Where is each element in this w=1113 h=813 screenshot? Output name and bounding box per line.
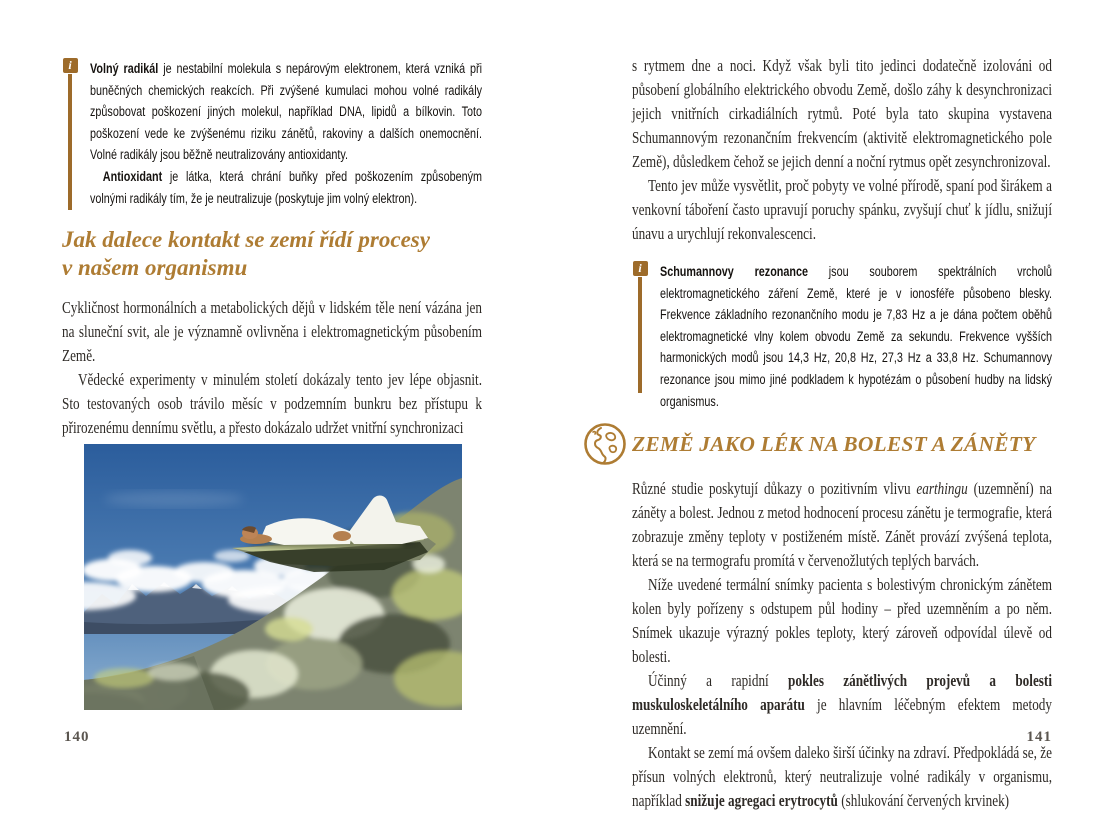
infobox-rail bbox=[632, 261, 648, 393]
infobox-text bbox=[660, 261, 1052, 409]
info-icon: i bbox=[63, 58, 78, 73]
body-text-right-top bbox=[632, 54, 1052, 246]
term-schumann-resonance: Schumannovy rezonance bbox=[660, 264, 809, 279]
paragraph: Níže uvedené termální snímky pacienta s bolestivým chronickým zánětem kolen byly pořízeny s odstupem půl hodiny – před uzemněním a po něm. Snímek ukazuje výrazný pokles teploty, který zároveň odpovídal úlevě od bolesti. bbox=[632, 575, 1052, 666]
text-segment: (shlukování červených krvinek) bbox=[837, 791, 1010, 810]
mountain-photo-illustration bbox=[84, 444, 462, 710]
paragraph: Cykličnost hormonálních a metabolických dějů v lidském těle není vázána jen na sluneční svit, ale je významně ovlivněna i elektromagnetickým působením Země. bbox=[62, 298, 482, 365]
text-segment: Různé studie poskytují důkazy o pozitivním vlivu bbox=[632, 479, 917, 498]
infobox-schumann bbox=[632, 261, 1052, 409]
section-heading-row bbox=[632, 421, 1052, 467]
infobox-text bbox=[90, 58, 482, 210]
infobox-rule bbox=[68, 74, 72, 210]
text-segment: Účinný a rapidní bbox=[648, 671, 789, 690]
chapter-heading: Jak dalece kontakt se zemí řídí procesy v našem organismu bbox=[62, 227, 430, 280]
infobox-paragraph bbox=[660, 261, 1052, 412]
left-page bbox=[62, 58, 482, 440]
definition-text: je látka, která chrání buňky před poškozením způsobeným volnými radikály tím, že je neutralizuje (poskytuje jim volný elektron). bbox=[90, 168, 482, 206]
paragraph: s rytmem dne a noci. Když však byli tito jedinci dodatečně izolováni od působení globálního elektrického obvodu Země, došlo záhy k desynchronizaci jejich vnitřních cirkadiálních rytmů. Poté byla tato skupina vystavena Schumannovým rezonančním frekvencím (aktivitě elektromagnetického pole Země), důsledkem čehož se jejich denní a noční rytmus opět zesynchronizoval. bbox=[632, 56, 1052, 171]
paragraph: Vědecké experimenty v minulém století dokázaly tento jev lépe objasnit. Sto testovaných osob trávilo měsíc v podzemním bunkru bez přístupu k přirozenému dennímu světlu, a přesto dokázalo udržet vnitřní synchronizaci bbox=[62, 370, 482, 437]
page-number-right: 141 bbox=[1026, 729, 1052, 745]
globe-icon bbox=[583, 422, 627, 466]
infobox-rail bbox=[62, 58, 78, 210]
term-earthing: earthingu bbox=[916, 479, 968, 498]
body-text-right-bottom bbox=[632, 477, 1052, 813]
page-number-left: 140 bbox=[64, 729, 90, 745]
paragraph: Tento jev může vysvětlit, proč pobyty ve volné přírodě, spaní pod širákem a venkovní táboření často upravují poruchy spánku, zvyšují chuť k jídlu, snižují únavu a urychlují rekonvalescenci. bbox=[632, 176, 1052, 243]
infobox-paragraph bbox=[90, 166, 482, 209]
term-antioxidant: Antioxidant bbox=[102, 168, 163, 184]
infobox-rule bbox=[638, 277, 642, 393]
text-segment: Kontakt se zemí má ovšem daleko širší účinky na zdraví. Předpokládá se, že přísun volných elektronů, který neutralizuje volné radikály v organismu, například bbox=[632, 743, 1052, 810]
infobox-paragraph bbox=[90, 58, 482, 166]
info-icon: i bbox=[633, 261, 648, 276]
section-heading: ZEMĚ JAKO LÉK NA BOLEST A ZÁNĚTY bbox=[632, 432, 1036, 456]
key-effect-bold: pokles zánětlivých projevů a bolesti muskuloskeletálního aparátu bbox=[632, 671, 1052, 714]
infobox-free-radical bbox=[62, 58, 482, 210]
term-volny-radikal: Volný radikál bbox=[90, 61, 159, 76]
text-segment: je hlavním léčebným efektem metody uzemnění. bbox=[632, 695, 1053, 738]
mountain-photo bbox=[84, 444, 462, 710]
definition-text: jsou souborem spektrálních vrcholů elektromagnetického záření Země, které je v ionosféře působeno blesky. Frekvence základního rezonančního modu je 7,83 Hz a je dána počtem oběhů elektromagnetické vlny kolem obvodu Země za sekundu. Frekvence vyšších harmonických modů jsou 14,3 Hz, 20,8 Hz, 27,3 Hz a 33,8 Hz. Schumannovy rezonance jsou mimo jiné podkladem k hypotézám o působení hudby na lidský organismus. bbox=[660, 264, 1052, 409]
right-page bbox=[632, 54, 1052, 813]
paragraph bbox=[632, 741, 1052, 813]
body-text-left bbox=[62, 296, 482, 440]
definition-text: je nestabilní molekula s nepárovým elektronem, která vzniká při buněčných chemických reakcích. Při zvýšené kumulaci mohou volné radikály způsobovat poškození jiných molekul, například DNA, lipidů a bílkovin. Toto poškození vede ke zvýšenému riziku zánětů, rakoviny a dalších onemocnění. Volné radikály jsou běžně neutralizovány antioxidanty. bbox=[90, 61, 482, 163]
text-segment: (uzemnění) na záněty a bolest. Jednou z metod hodnocení procesu zánětu je termografie, která zobrazuje změny teploty v postiženém místě. Zánět provází zvýšená teplota, která se na termografu promítá v červenožlutých teplých barvách. bbox=[632, 479, 1052, 570]
key-effect-bold: snižuje agregaci erytrocytů bbox=[685, 791, 838, 810]
paragraph bbox=[632, 477, 1052, 573]
